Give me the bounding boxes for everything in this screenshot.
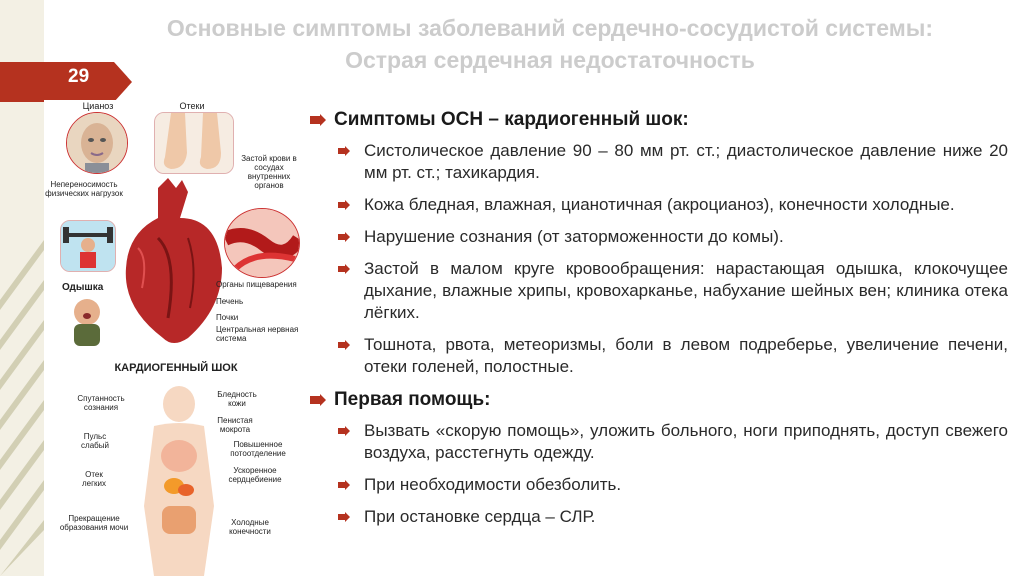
- label-dyspnea: Одышка: [62, 282, 104, 293]
- heart-image: [118, 178, 228, 348]
- shock-label-sweat: Повышенное потоотделение: [230, 440, 286, 458]
- label-kidneys: Почки: [216, 313, 239, 322]
- bullet-arrow-icon: [310, 394, 326, 406]
- shock-label-sputum: Пенистая мокрота: [217, 416, 253, 434]
- symptom-item-text: Систолическое давление 90 – 80 мм рт. ст.; диастолическое давление ниже 20 мм рт. ст.; тахикардия.: [364, 141, 1008, 182]
- symptom-item: [308, 194, 1008, 216]
- shock-label-lung-edema: Отек легких: [81, 470, 106, 488]
- medical-illustration: [44, 100, 304, 576]
- first-aid-item: [308, 506, 1008, 528]
- first-aid-item-text: При необходимости обезболить.: [364, 475, 622, 494]
- page-number: 29: [68, 66, 90, 87]
- label-intolerance: Непереносимость физических нагрузок: [45, 180, 123, 198]
- symptom-item: [308, 334, 1008, 378]
- edema-feet-image: [154, 112, 234, 174]
- heading-first-aid-text: Первая помощь:: [334, 389, 491, 410]
- bullet-arrow-icon: [338, 512, 350, 522]
- bullet-arrow-icon: [310, 114, 326, 126]
- symptom-item-text: Нарушение сознания (от заторможенности до комы).: [364, 227, 784, 246]
- page-number-tag: [0, 62, 132, 102]
- label-edema: Отеки: [179, 101, 205, 111]
- shock-label-heartbeat: Ускоренное сердцебиение: [228, 466, 282, 484]
- bullet-arrow-icon: [338, 232, 350, 242]
- first-aid-item: [308, 420, 1008, 464]
- label-cns: Центральная нервная система: [216, 325, 299, 343]
- bullet-arrow-icon: [338, 146, 350, 156]
- label-stasis: Застой крови в сосудах внутренних органов: [241, 154, 297, 190]
- cyanosis-face-image: [66, 112, 128, 174]
- dyspnea-image: [62, 294, 112, 348]
- bullet-arrow-icon: [338, 200, 350, 210]
- bullet-arrow-icon: [338, 426, 350, 436]
- slide-title: Основные симптомы заболеваний сердечно-сосудистой системы: Острая сердечная недостаточность: [166, 15, 934, 73]
- bullet-arrow-icon: [338, 340, 350, 350]
- symptom-item-text: Кожа бледная, влажная, цианотичная (акроцианоз), конечности холодные.: [364, 195, 955, 214]
- shock-label-urine: Прекращение образования мочи: [59, 514, 129, 532]
- body-image: [134, 386, 224, 576]
- symptom-item-text: Тошнота, рвота, метеоризмы, боли в левом подреберье, увеличение печени, отеки голеней, полостные.: [364, 335, 1008, 376]
- shock-label-pallor: Бледность кожи: [217, 390, 257, 408]
- vessel-stasis-image: [224, 208, 300, 278]
- symptom-item: [308, 140, 1008, 184]
- first-aid-item-text: Вызвать «скорую помощь», уложить больного, ноги приподнять, доступ свежего воздуха, расстегнуть одежду.: [364, 421, 1008, 462]
- label-cyanosis: Цианоз: [82, 101, 114, 111]
- shock-title: КАРДИОГЕННЫЙ ШОК: [114, 362, 238, 374]
- heading-symptoms-text: Симптомы ОСН – кардиогенный шок:: [334, 109, 689, 130]
- slide-content: [308, 108, 1008, 538]
- shock-label-confusion: Спутанность сознания: [77, 394, 125, 412]
- heading-symptoms: [308, 108, 1008, 132]
- symptom-item: [308, 258, 1008, 324]
- label-liver: Печень: [216, 297, 244, 306]
- shock-label-pulse: Пульс слабый: [81, 432, 109, 450]
- first-aid-item: [308, 474, 1008, 496]
- shock-label-cold: Холодные конечности: [229, 518, 271, 536]
- heading-first-aid: [308, 388, 1008, 412]
- bullet-arrow-icon: [338, 264, 350, 274]
- weightlift-image: [60, 220, 116, 272]
- label-organs: Органы пищеварения: [216, 280, 297, 289]
- symptom-item: [308, 226, 1008, 248]
- bullet-arrow-icon: [338, 480, 350, 490]
- first-aid-item-text: При остановке сердца – СЛР.: [364, 507, 596, 526]
- symptom-item-text: Застой в малом круге кровообращения: нарастающая одышка, клокочущее дыхание, влажные хрипы, кровохарканье, набухание шейных вен; клиника отека лёгких.: [364, 259, 1008, 322]
